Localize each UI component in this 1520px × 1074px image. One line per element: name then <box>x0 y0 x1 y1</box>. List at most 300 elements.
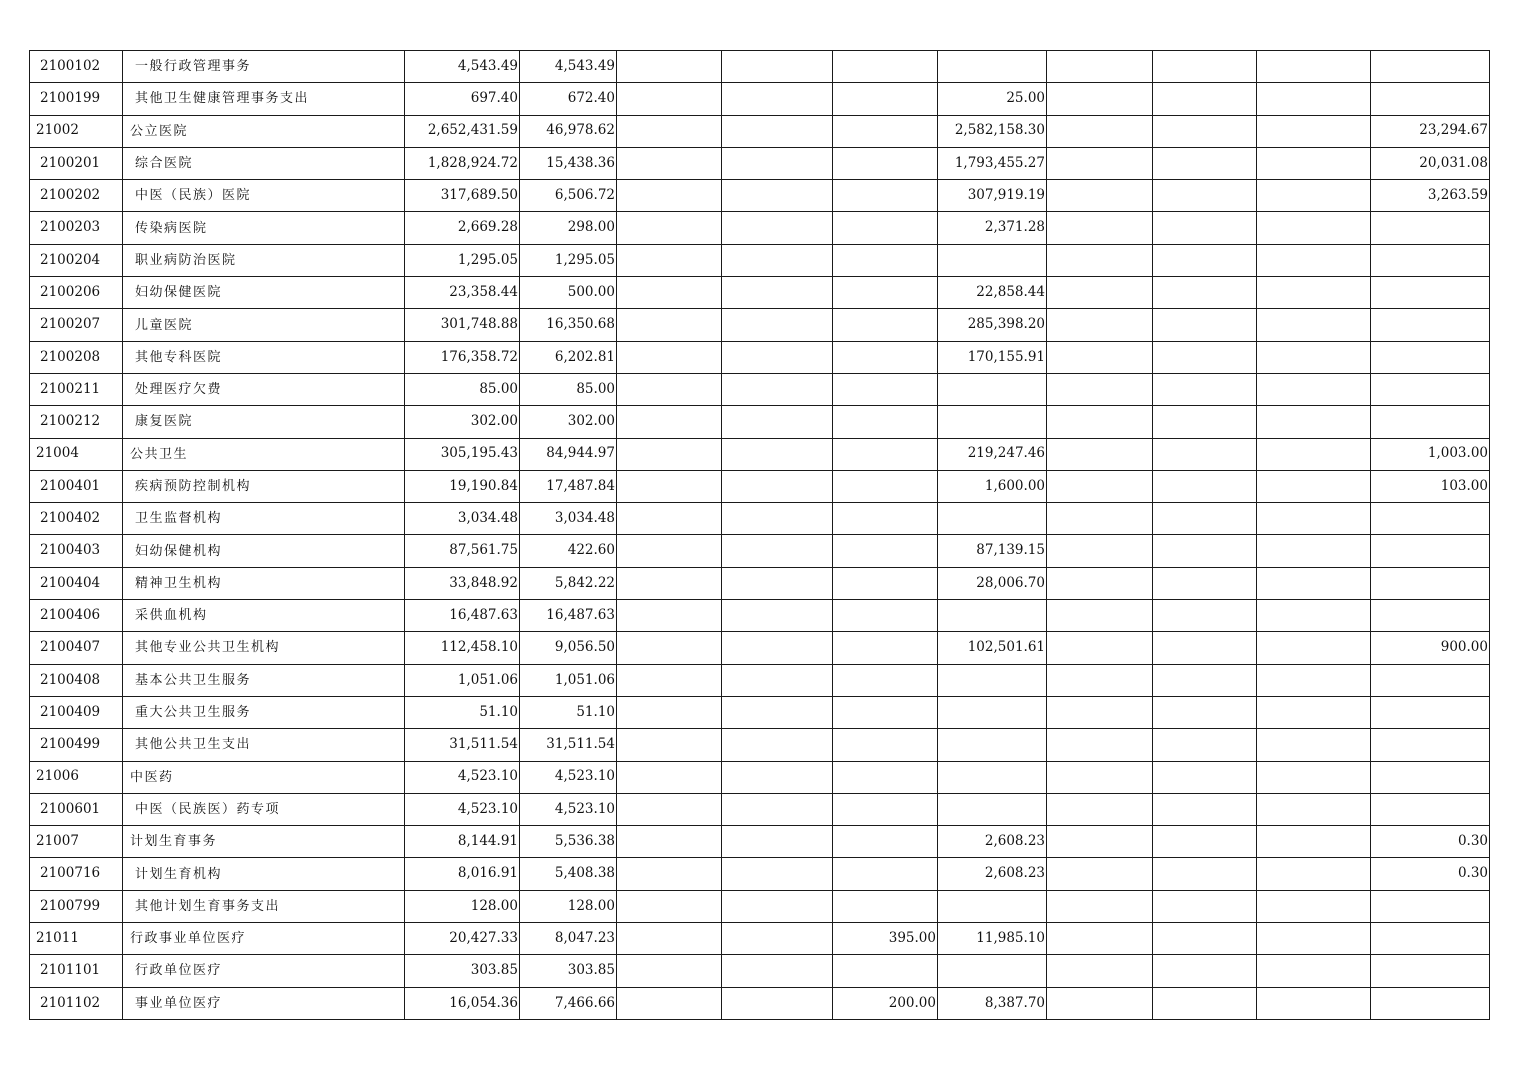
amount-cell <box>1257 955 1371 987</box>
table-row <box>30 987 1490 1019</box>
amount-cell <box>1047 761 1153 793</box>
amount-cell <box>1047 341 1153 373</box>
amount-cell <box>1257 826 1371 858</box>
amount-cell <box>1047 180 1153 212</box>
amount-cell: 28,006.70 <box>938 567 1047 599</box>
amount-cell <box>617 341 722 373</box>
amount-cell <box>833 761 938 793</box>
amount-cell: 2,608.23 <box>938 858 1047 890</box>
amount-cell: 1,295.05 <box>520 244 617 276</box>
amount-cell: 20,031.08 <box>1371 147 1490 179</box>
amount-cell <box>1257 890 1371 922</box>
amount-cell: 20,427.33 <box>405 923 520 955</box>
amount-cell <box>1153 600 1257 632</box>
amount-cell <box>617 535 722 567</box>
subject-code-cell: 2100212 <box>30 406 123 438</box>
amount-cell <box>1047 729 1153 761</box>
amount-cell <box>1371 83 1490 115</box>
amount-cell: 87,561.75 <box>405 535 520 567</box>
amount-cell <box>1257 696 1371 728</box>
amount-cell: 9,056.50 <box>520 632 617 664</box>
amount-cell <box>617 83 722 115</box>
amount-cell <box>1257 535 1371 567</box>
amount-cell <box>617 987 722 1019</box>
amount-cell <box>1153 793 1257 825</box>
amount-cell: 31,511.54 <box>405 729 520 761</box>
subject-name-cell: 重大公共卫生服务 <box>123 696 405 728</box>
amount-cell: 51.10 <box>405 696 520 728</box>
amount-cell: 3,263.59 <box>1371 180 1490 212</box>
amount-cell <box>617 115 722 147</box>
amount-cell <box>938 244 1047 276</box>
amount-cell <box>1153 503 1257 535</box>
amount-cell <box>617 277 722 309</box>
amount-cell <box>1153 373 1257 405</box>
table-row <box>30 373 1490 405</box>
amount-cell: 25.00 <box>938 83 1047 115</box>
subject-code-cell: 2100402 <box>30 503 123 535</box>
amount-cell <box>1153 147 1257 179</box>
amount-cell: 1,793,455.27 <box>938 147 1047 179</box>
amount-cell <box>722 277 833 309</box>
amount-cell <box>938 503 1047 535</box>
subject-name-cell: 中医（民族）医院 <box>123 180 405 212</box>
amount-cell <box>833 600 938 632</box>
subject-code-cell: 2100716 <box>30 858 123 890</box>
amount-cell: 176,358.72 <box>405 341 520 373</box>
table-row <box>30 729 1490 761</box>
amount-cell: 3,034.48 <box>520 503 617 535</box>
table-row <box>30 438 1490 470</box>
table-row <box>30 341 1490 373</box>
amount-cell <box>1257 438 1371 470</box>
amount-cell: 85.00 <box>520 373 617 405</box>
amount-cell <box>833 535 938 567</box>
amount-cell <box>1047 115 1153 147</box>
subject-code-cell: 2100206 <box>30 277 123 309</box>
amount-cell <box>1371 890 1490 922</box>
table-row <box>30 793 1490 825</box>
amount-cell <box>833 180 938 212</box>
amount-cell <box>938 761 1047 793</box>
subject-name-cell: 儿童医院 <box>123 309 405 341</box>
amount-cell <box>1257 115 1371 147</box>
amount-cell <box>1257 987 1371 1019</box>
amount-cell <box>1257 761 1371 793</box>
amount-cell: 2,669.28 <box>405 212 520 244</box>
amount-cell <box>938 664 1047 696</box>
amount-cell <box>833 503 938 535</box>
amount-cell <box>722 955 833 987</box>
amount-cell <box>1047 826 1153 858</box>
subject-name-cell: 基本公共卫生服务 <box>123 664 405 696</box>
amount-cell <box>1153 858 1257 890</box>
amount-cell: 6,202.81 <box>520 341 617 373</box>
amount-cell <box>617 567 722 599</box>
amount-cell: 317,689.50 <box>405 180 520 212</box>
amount-cell <box>938 51 1047 83</box>
amount-cell <box>938 406 1047 438</box>
amount-cell: 84,944.97 <box>520 438 617 470</box>
amount-cell: 672.40 <box>520 83 617 115</box>
amount-cell <box>617 503 722 535</box>
amount-cell <box>1153 212 1257 244</box>
subject-code-cell: 2100499 <box>30 729 123 761</box>
amount-cell: 15,438.36 <box>520 147 617 179</box>
amount-cell <box>1257 567 1371 599</box>
amount-cell <box>1047 535 1153 567</box>
amount-cell: 22,858.44 <box>938 277 1047 309</box>
amount-cell <box>938 696 1047 728</box>
amount-cell <box>617 180 722 212</box>
amount-cell <box>1371 373 1490 405</box>
subject-name-cell: 公立医院 <box>123 115 405 147</box>
amount-cell: 16,350.68 <box>520 309 617 341</box>
amount-cell <box>1257 51 1371 83</box>
amount-cell: 46,978.62 <box>520 115 617 147</box>
amount-cell <box>833 341 938 373</box>
subject-name-cell: 一般行政管理事务 <box>123 51 405 83</box>
amount-cell: 4,523.10 <box>405 793 520 825</box>
amount-cell <box>722 244 833 276</box>
amount-cell <box>617 729 722 761</box>
subject-code-cell: 2100406 <box>30 600 123 632</box>
subject-name-cell: 卫生监督机构 <box>123 503 405 535</box>
subject-name-cell: 传染病医院 <box>123 212 405 244</box>
subject-code-cell: 2100201 <box>30 147 123 179</box>
subject-name-cell: 康复医院 <box>123 406 405 438</box>
amount-cell: 422.60 <box>520 535 617 567</box>
amount-cell <box>1047 373 1153 405</box>
table-row <box>30 83 1490 115</box>
amount-cell: 0.30 <box>1371 826 1490 858</box>
amount-cell: 1,828,924.72 <box>405 147 520 179</box>
budget-expenditure-table <box>29 50 1490 1020</box>
amount-cell <box>722 664 833 696</box>
subject-name-cell: 采供血机构 <box>123 600 405 632</box>
amount-cell <box>1371 664 1490 696</box>
amount-cell <box>617 373 722 405</box>
amount-cell <box>938 373 1047 405</box>
table-body <box>30 51 1490 1020</box>
amount-cell <box>1047 923 1153 955</box>
subject-code-cell: 21007 <box>30 826 123 858</box>
table-row <box>30 826 1490 858</box>
amount-cell <box>833 373 938 405</box>
amount-cell <box>833 115 938 147</box>
amount-cell <box>1047 470 1153 502</box>
subject-name-cell: 计划生育机构 <box>123 858 405 890</box>
amount-cell <box>722 696 833 728</box>
amount-cell <box>1153 632 1257 664</box>
amount-cell <box>617 309 722 341</box>
amount-cell <box>1047 858 1153 890</box>
amount-cell <box>833 696 938 728</box>
amount-cell <box>1153 664 1257 696</box>
table-row <box>30 535 1490 567</box>
amount-cell <box>1257 858 1371 890</box>
amount-cell: 8,387.70 <box>938 987 1047 1019</box>
amount-cell: 500.00 <box>520 277 617 309</box>
amount-cell <box>617 51 722 83</box>
amount-cell <box>722 503 833 535</box>
amount-cell: 17,487.84 <box>520 470 617 502</box>
amount-cell: 19,190.84 <box>405 470 520 502</box>
amount-cell: 51.10 <box>520 696 617 728</box>
amount-cell <box>1257 470 1371 502</box>
table-row <box>30 147 1490 179</box>
amount-cell: 31,511.54 <box>520 729 617 761</box>
amount-cell <box>833 406 938 438</box>
amount-cell <box>1257 632 1371 664</box>
amount-cell: 4,543.49 <box>520 51 617 83</box>
subject-code-cell: 21006 <box>30 761 123 793</box>
amount-cell: 23,358.44 <box>405 277 520 309</box>
amount-cell <box>833 858 938 890</box>
amount-cell <box>1153 341 1257 373</box>
amount-cell <box>1371 793 1490 825</box>
amount-cell <box>938 955 1047 987</box>
amount-cell <box>722 729 833 761</box>
amount-cell <box>1153 535 1257 567</box>
amount-cell <box>1047 309 1153 341</box>
table-row <box>30 696 1490 728</box>
subject-name-cell: 行政事业单位医疗 <box>123 923 405 955</box>
amount-cell: 307,919.19 <box>938 180 1047 212</box>
amount-cell <box>1371 51 1490 83</box>
amount-cell <box>617 406 722 438</box>
amount-cell: 16,487.63 <box>520 600 617 632</box>
amount-cell <box>833 955 938 987</box>
table-row <box>30 406 1490 438</box>
subject-code-cell: 2100408 <box>30 664 123 696</box>
amount-cell <box>833 212 938 244</box>
table-row <box>30 503 1490 535</box>
amount-cell <box>617 632 722 664</box>
amount-cell: 2,608.23 <box>938 826 1047 858</box>
amount-cell: 4,523.10 <box>520 761 617 793</box>
table-row <box>30 212 1490 244</box>
amount-cell: 302.00 <box>405 406 520 438</box>
subject-name-cell: 其他公共卫生支出 <box>123 729 405 761</box>
amount-cell <box>1257 729 1371 761</box>
amount-cell: 1,051.06 <box>405 664 520 696</box>
amount-cell: 87,139.15 <box>938 535 1047 567</box>
subject-code-cell: 2100211 <box>30 373 123 405</box>
amount-cell <box>833 632 938 664</box>
amount-cell: 128.00 <box>520 890 617 922</box>
amount-cell <box>833 147 938 179</box>
amount-cell <box>722 470 833 502</box>
amount-cell: 112,458.10 <box>405 632 520 664</box>
amount-cell <box>1257 147 1371 179</box>
amount-cell <box>722 406 833 438</box>
amount-cell <box>1257 406 1371 438</box>
amount-cell <box>1153 470 1257 502</box>
table-row <box>30 51 1490 83</box>
subject-code-cell: 2100799 <box>30 890 123 922</box>
amount-cell: 298.00 <box>520 212 617 244</box>
amount-cell <box>1371 406 1490 438</box>
amount-cell <box>1047 51 1153 83</box>
subject-code-cell: 21011 <box>30 923 123 955</box>
amount-cell <box>1257 83 1371 115</box>
table-row <box>30 761 1490 793</box>
amount-cell <box>617 664 722 696</box>
amount-cell: 8,016.91 <box>405 858 520 890</box>
amount-cell <box>1153 309 1257 341</box>
amount-cell <box>833 438 938 470</box>
amount-cell: 303.85 <box>520 955 617 987</box>
amount-cell <box>1153 438 1257 470</box>
amount-cell <box>1257 244 1371 276</box>
amount-cell <box>617 244 722 276</box>
amount-cell: 0.30 <box>1371 858 1490 890</box>
amount-cell <box>1371 212 1490 244</box>
amount-cell <box>1047 987 1153 1019</box>
amount-cell <box>1153 923 1257 955</box>
amount-cell <box>617 438 722 470</box>
amount-cell <box>1257 373 1371 405</box>
amount-cell: 900.00 <box>1371 632 1490 664</box>
amount-cell <box>833 244 938 276</box>
amount-cell <box>722 438 833 470</box>
amount-cell <box>938 729 1047 761</box>
table-row <box>30 277 1490 309</box>
amount-cell <box>722 180 833 212</box>
amount-cell <box>722 83 833 115</box>
subject-name-cell: 其他计划生育事务支出 <box>123 890 405 922</box>
amount-cell: 1,295.05 <box>405 244 520 276</box>
amount-cell: 128.00 <box>405 890 520 922</box>
amount-cell <box>1257 180 1371 212</box>
amount-cell <box>1371 696 1490 728</box>
amount-cell <box>1047 244 1153 276</box>
amount-cell <box>1047 503 1153 535</box>
subject-code-cell: 2100601 <box>30 793 123 825</box>
table-row <box>30 664 1490 696</box>
amount-cell <box>722 341 833 373</box>
amount-cell <box>722 567 833 599</box>
subject-code-cell: 2100203 <box>30 212 123 244</box>
amount-cell <box>1047 212 1153 244</box>
amount-cell <box>1257 600 1371 632</box>
table-row <box>30 244 1490 276</box>
amount-cell: 102,501.61 <box>938 632 1047 664</box>
amount-cell <box>722 51 833 83</box>
subject-name-cell: 综合医院 <box>123 147 405 179</box>
subject-code-cell: 2100401 <box>30 470 123 502</box>
amount-cell: 3,034.48 <box>405 503 520 535</box>
amount-cell <box>1153 826 1257 858</box>
amount-cell <box>1371 729 1490 761</box>
amount-cell: 5,408.38 <box>520 858 617 890</box>
amount-cell <box>833 51 938 83</box>
amount-cell <box>833 826 938 858</box>
subject-name-cell: 其他专科医院 <box>123 341 405 373</box>
subject-name-cell: 行政单位医疗 <box>123 955 405 987</box>
subject-code-cell: 2101102 <box>30 987 123 1019</box>
amount-cell <box>833 83 938 115</box>
subject-code-cell: 2100102 <box>30 51 123 83</box>
amount-cell: 4,523.10 <box>405 761 520 793</box>
table-row <box>30 309 1490 341</box>
table-row <box>30 600 1490 632</box>
amount-cell: 301,748.88 <box>405 309 520 341</box>
amount-cell <box>1257 923 1371 955</box>
amount-cell: 16,054.36 <box>405 987 520 1019</box>
amount-cell: 1,003.00 <box>1371 438 1490 470</box>
amount-cell <box>722 309 833 341</box>
amount-cell <box>1047 696 1153 728</box>
subject-name-cell: 事业单位医疗 <box>123 987 405 1019</box>
amount-cell <box>1371 309 1490 341</box>
amount-cell: 16,487.63 <box>405 600 520 632</box>
subject-name-cell: 其他卫生健康管理事务支出 <box>123 83 405 115</box>
amount-cell <box>1257 341 1371 373</box>
amount-cell <box>722 600 833 632</box>
amount-cell <box>1371 277 1490 309</box>
amount-cell <box>1257 309 1371 341</box>
table-row <box>30 923 1490 955</box>
amount-cell <box>617 600 722 632</box>
amount-cell <box>1371 567 1490 599</box>
subject-code-cell: 2101101 <box>30 955 123 987</box>
amount-cell: 8,144.91 <box>405 826 520 858</box>
amount-cell: 1,600.00 <box>938 470 1047 502</box>
amount-cell: 5,536.38 <box>520 826 617 858</box>
amount-cell <box>1047 664 1153 696</box>
amount-cell <box>833 277 938 309</box>
amount-cell <box>1371 987 1490 1019</box>
amount-cell <box>1371 341 1490 373</box>
amount-cell <box>1153 696 1257 728</box>
amount-cell <box>617 955 722 987</box>
table-row <box>30 115 1490 147</box>
subject-name-cell: 妇幼保健机构 <box>123 535 405 567</box>
subject-name-cell: 精神卫生机构 <box>123 567 405 599</box>
amount-cell <box>1047 438 1153 470</box>
amount-cell <box>1371 761 1490 793</box>
subject-name-cell: 计划生育事务 <box>123 826 405 858</box>
amount-cell <box>1047 632 1153 664</box>
amount-cell <box>1257 212 1371 244</box>
amount-cell <box>617 212 722 244</box>
amount-cell <box>1047 406 1153 438</box>
amount-cell <box>1047 567 1153 599</box>
amount-cell: 2,371.28 <box>938 212 1047 244</box>
amount-cell <box>617 470 722 502</box>
amount-cell <box>722 761 833 793</box>
table-row <box>30 180 1490 212</box>
amount-cell: 697.40 <box>405 83 520 115</box>
amount-cell <box>938 600 1047 632</box>
table-row <box>30 567 1490 599</box>
amount-cell: 219,247.46 <box>938 438 1047 470</box>
amount-cell: 103.00 <box>1371 470 1490 502</box>
amount-cell <box>1153 987 1257 1019</box>
amount-cell: 2,582,158.30 <box>938 115 1047 147</box>
amount-cell <box>1257 503 1371 535</box>
amount-cell: 11,985.10 <box>938 923 1047 955</box>
amount-cell <box>1257 793 1371 825</box>
table-row <box>30 858 1490 890</box>
amount-cell <box>722 890 833 922</box>
amount-cell <box>1047 890 1153 922</box>
amount-cell <box>1153 83 1257 115</box>
amount-cell: 33,848.92 <box>405 567 520 599</box>
amount-cell <box>1153 567 1257 599</box>
